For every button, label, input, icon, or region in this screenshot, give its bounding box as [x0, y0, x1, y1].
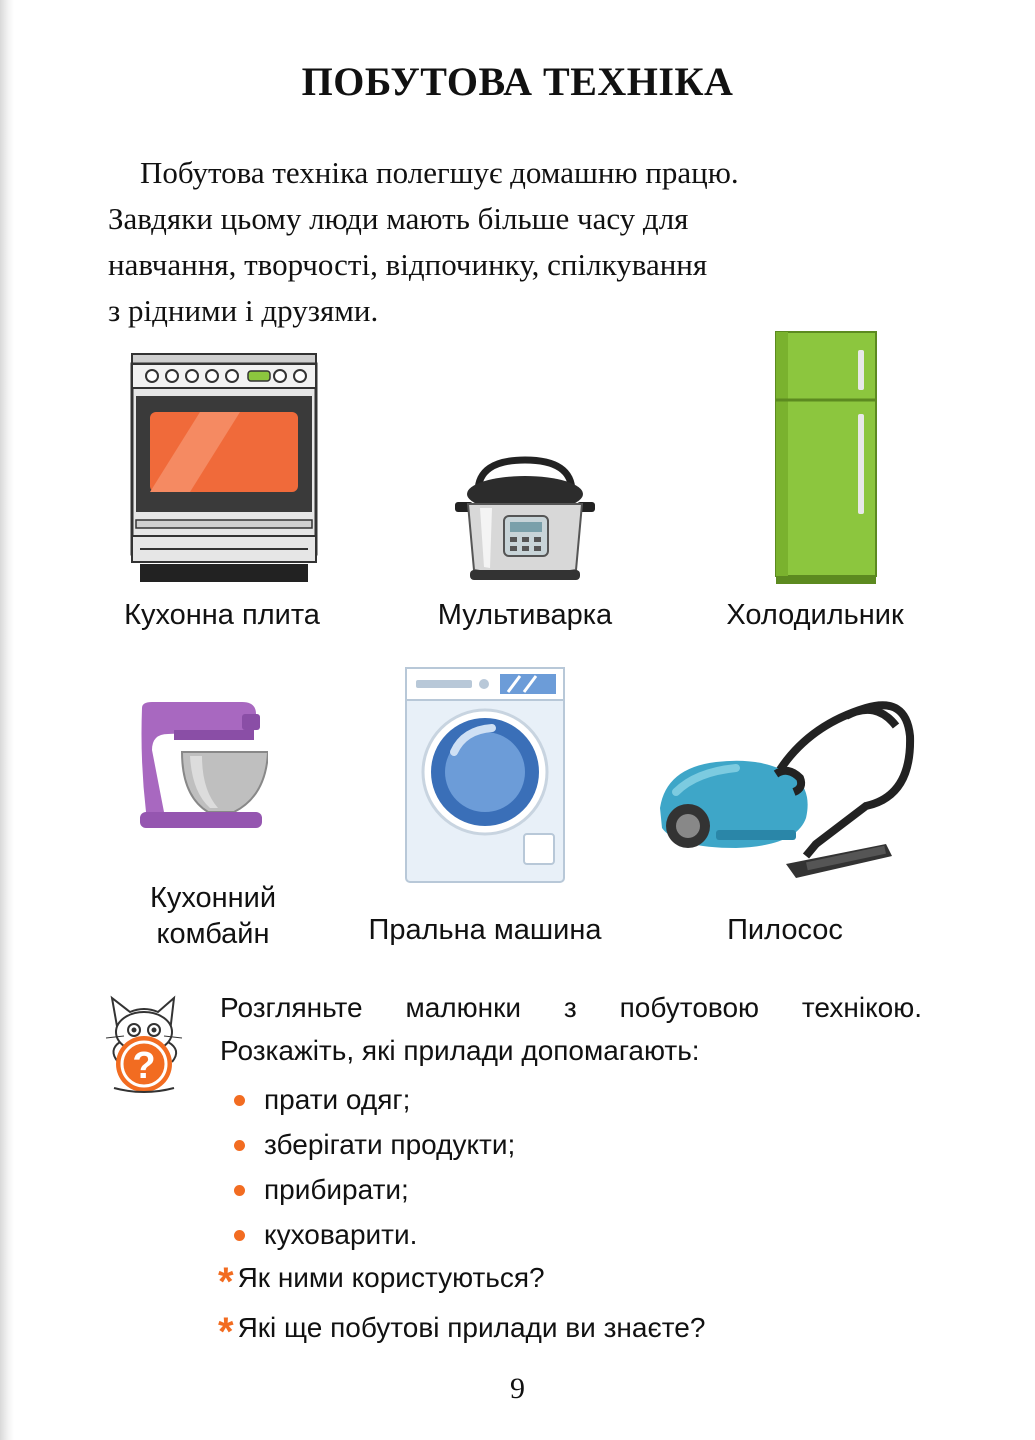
asterisk-icon: * [218, 1310, 234, 1354]
stove-label: Кухонна плита [124, 599, 320, 631]
list-item [232, 1212, 515, 1257]
intro-line: навчання, творчості, відпочинку, спілкування [108, 247, 708, 282]
question-row-1 [218, 1260, 545, 1304]
bullet-text: зберігати продукти; [264, 1129, 516, 1160]
washing-machine-icon [404, 666, 566, 884]
mixer-label-line1: Кухонний [149, 882, 277, 914]
bullet-dot-icon [234, 1185, 245, 1196]
vacuum-cleaner-icon [656, 696, 916, 888]
vacuum-label: Пилосос [727, 914, 843, 946]
list-item [232, 1167, 515, 1212]
question-row-2 [218, 1310, 706, 1354]
bullet-dot-icon [234, 1095, 245, 1106]
cat-question-icon [104, 992, 184, 1096]
bullet-dot-icon [234, 1140, 245, 1151]
bullet-dot-icon [234, 1230, 245, 1241]
bullet-text: прибирати; [264, 1174, 409, 1205]
question-mark: ? [132, 1045, 156, 1087]
asterisk-icon: * [218, 1260, 234, 1304]
task-line1: Розгляньте малюнки з побутовою технікою. [220, 992, 922, 1023]
question-text: Які ще побутові прилади ви знаєте? [237, 1312, 706, 1343]
question-text: Як ними користуються? [237, 1262, 545, 1293]
multicooker-icon [450, 452, 600, 584]
intro-line: з рідними і друзями. [108, 293, 379, 328]
page-edge [0, 0, 14, 1440]
mixer-label-line2: комбайн [156, 918, 270, 950]
fridge-label: Холодильник [726, 599, 904, 631]
list-item [232, 1077, 515, 1122]
fridge-icon [774, 330, 880, 586]
page-number: 9 [510, 1372, 525, 1405]
bullet-text: прати одяг; [264, 1084, 411, 1115]
washer-label: Пральна машина [368, 914, 602, 946]
intro-line: Побутова техніка полегшує домашню працю. [140, 155, 739, 190]
mixer-icon [138, 700, 268, 832]
task-line2: Розкажіть, які прилади допомагають: [220, 1035, 700, 1066]
page-title: ПОБУТОВА ТЕХНІКА [301, 59, 734, 104]
stove-icon [130, 352, 318, 586]
intro-line: Завдяки цьому люди мають більше часу для [108, 201, 689, 236]
multicooker-label: Мультиварка [437, 599, 613, 631]
list-item [232, 1122, 515, 1167]
intro-paragraph [108, 150, 923, 334]
bullet-text: куховарити. [264, 1219, 418, 1250]
task-bullet-list [232, 1077, 515, 1257]
